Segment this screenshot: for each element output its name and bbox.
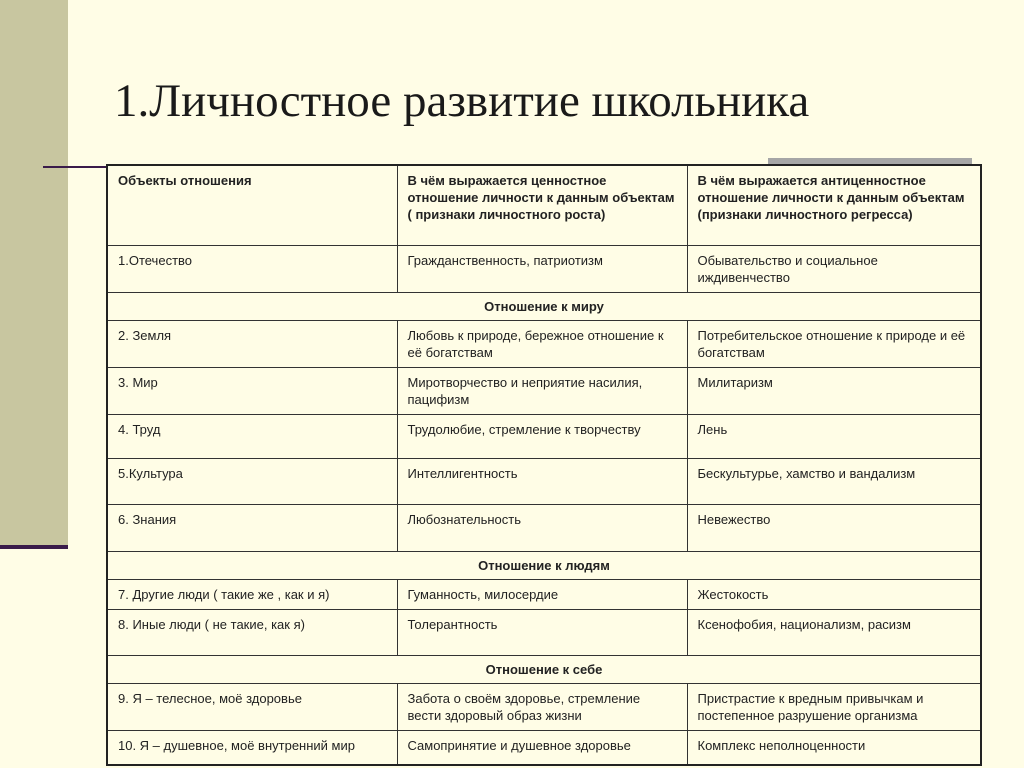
- table-row: [107, 683, 981, 730]
- section-heading-self: Отношение к себе: [107, 655, 981, 683]
- table-row: [107, 579, 981, 609]
- section-row: [107, 551, 981, 579]
- object-cell: 5.Культура: [107, 458, 397, 504]
- antivalue-cell: Лень: [687, 414, 981, 458]
- value-cell: Любознательность: [397, 504, 687, 551]
- table-header-row: [107, 165, 981, 245]
- antivalue-cell: Невежество: [687, 504, 981, 551]
- title-rule-line: [43, 166, 109, 168]
- header-value-attitude: В чём выражается ценностное отношение личности к данным объектам ( признаки личностного роста): [397, 165, 687, 245]
- table-row: [107, 245, 981, 292]
- slide-title: 1.Личностное развитие школьника: [114, 75, 810, 127]
- antivalue-cell: Обывательство и социальное иждивенчество: [687, 245, 981, 292]
- value-cell: Трудолюбие, стремление к творчеству: [397, 414, 687, 458]
- value-cell: Интеллигентность: [397, 458, 687, 504]
- antivalue-cell: Комплекс неполноценности: [687, 730, 981, 765]
- table-row: [107, 458, 981, 504]
- table-row: [107, 320, 981, 367]
- object-cell: 9. Я – телесное, моё здоровье: [107, 683, 397, 730]
- table-row: [107, 367, 981, 414]
- section-heading-people: Отношение к людям: [107, 551, 981, 579]
- values-table-container: [106, 164, 980, 766]
- object-cell: 6. Знания: [107, 504, 397, 551]
- object-cell: 3. Мир: [107, 367, 397, 414]
- values-table: [106, 164, 982, 766]
- antivalue-cell: Ксенофобия, национализм, расизм: [687, 609, 981, 655]
- object-cell: 7. Другие люди ( такие же , как и я): [107, 579, 397, 609]
- value-cell: Забота о своём здоровье, стремление вести здоровый образ жизни: [397, 683, 687, 730]
- value-cell: Любовь к природе, бережное отношение к её богатствам: [397, 320, 687, 367]
- left-band-underline: [0, 545, 68, 549]
- header-antivalue-attitude: В чём выражается антиценностное отношение личности к данным объектам (признаки личностного регресса): [687, 165, 981, 245]
- table-row: [107, 609, 981, 655]
- table-row: [107, 730, 981, 765]
- table-row: [107, 414, 981, 458]
- antivalue-cell: Пристрастие к вредным привычкам и постепенное разрушение организма: [687, 683, 981, 730]
- value-cell: Миротворчество и неприятие насилия, пацифизм: [397, 367, 687, 414]
- value-cell: Самопринятие и душевное здоровье: [397, 730, 687, 765]
- object-cell: 8. Иные люди ( не такие, как я): [107, 609, 397, 655]
- object-cell: 10. Я – душевное, моё внутренний мир: [107, 730, 397, 765]
- antivalue-cell: Бескультурье, хамство и вандализм: [687, 458, 981, 504]
- section-heading-world: Отношение к миру: [107, 292, 981, 320]
- left-decorative-band: [0, 0, 68, 548]
- object-cell: 1.Отечество: [107, 245, 397, 292]
- object-cell: 4. Труд: [107, 414, 397, 458]
- value-cell: Толерантность: [397, 609, 687, 655]
- header-objects: Объекты отношения: [107, 165, 397, 245]
- section-row: [107, 292, 981, 320]
- section-row: [107, 655, 981, 683]
- antivalue-cell: Милитаризм: [687, 367, 981, 414]
- antivalue-cell: Потребительское отношение к природе и её богатствам: [687, 320, 981, 367]
- object-cell: 2. Земля: [107, 320, 397, 367]
- antivalue-cell: Жестокость: [687, 579, 981, 609]
- value-cell: Гуманность, милосердие: [397, 579, 687, 609]
- value-cell: Гражданственность, патриотизм: [397, 245, 687, 292]
- table-row: [107, 504, 981, 551]
